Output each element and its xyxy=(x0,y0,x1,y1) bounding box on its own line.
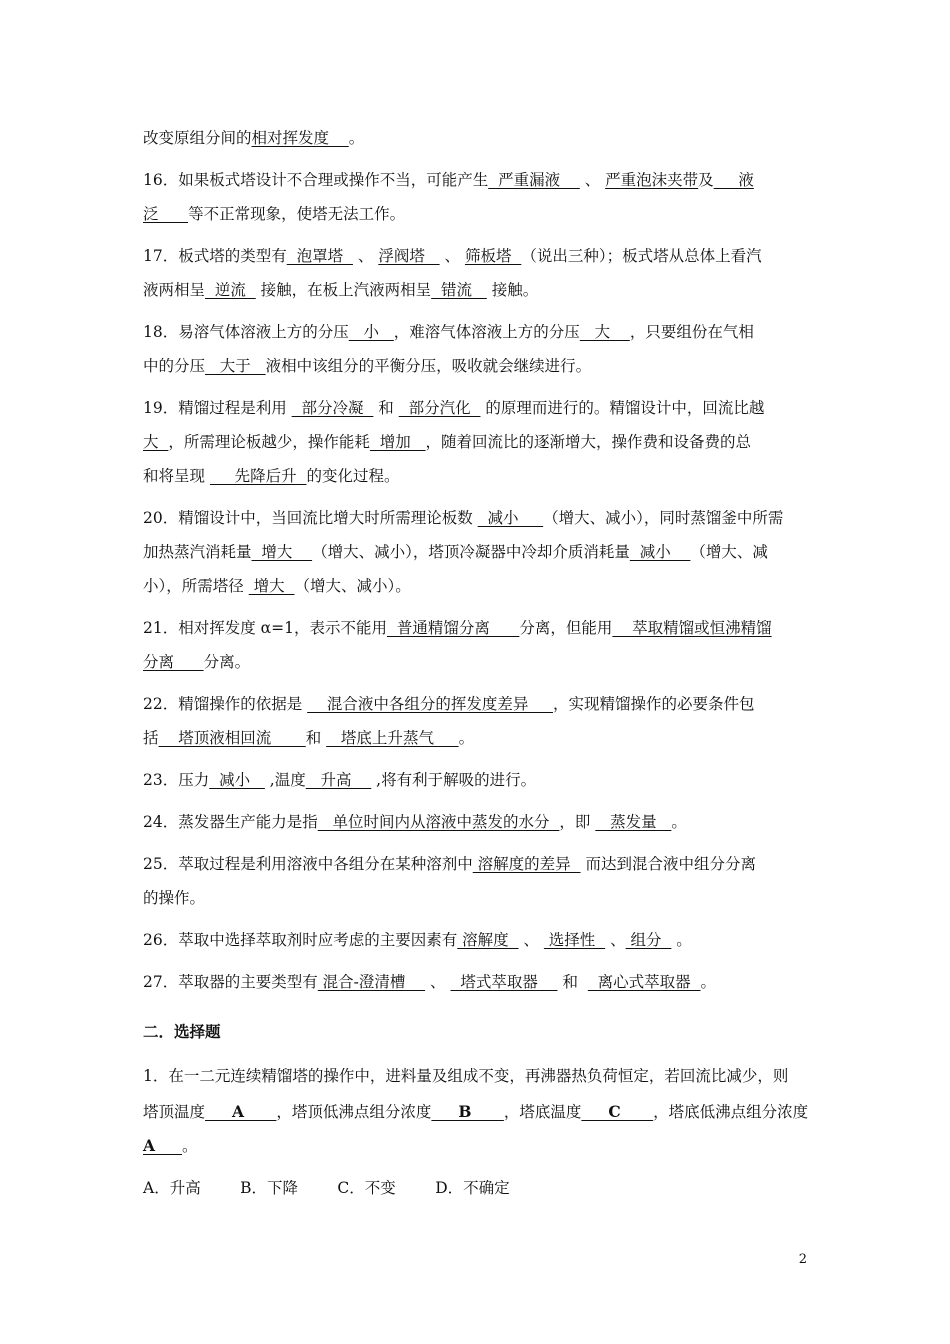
text-line xyxy=(143,322,813,342)
text-line xyxy=(143,466,813,486)
text-run: 。 xyxy=(700,973,717,991)
text-run: ，只要组份在气相 xyxy=(629,323,754,341)
text-line xyxy=(143,972,813,992)
answer-blank: 部分冷凝 xyxy=(291,399,374,417)
text-run: ，塔顶低沸点组分浓度 xyxy=(276,1103,432,1121)
text-line xyxy=(143,812,813,832)
text-run: 20．精馏设计中，当回流比增大时所需理论板数 xyxy=(143,509,478,527)
answer-blank: 严重漏液 xyxy=(488,171,580,189)
text-run: 和 xyxy=(373,399,399,417)
text-run: （增大、减小），同时蒸馏釜中所需 xyxy=(543,509,784,527)
answer-blank: 分离 xyxy=(143,653,204,671)
text-line xyxy=(143,1022,813,1042)
text-run: 。 xyxy=(182,1137,198,1155)
text-line xyxy=(143,854,813,874)
text-line xyxy=(143,576,813,596)
answer-blank: A xyxy=(143,1136,183,1155)
text-run: 小），所需塔径 xyxy=(143,577,249,595)
text-run: 25．萃取过程是利用溶液中各组分在某种溶剂中 xyxy=(143,855,473,873)
answer-blank: 增大 xyxy=(248,577,295,595)
text-run: 、 xyxy=(605,931,626,949)
answer-blank: 塔底上升蒸气 xyxy=(326,729,459,747)
answer-blank: 相对挥发度 xyxy=(251,129,349,147)
text-run: 、 xyxy=(579,171,606,189)
text-line xyxy=(143,1102,813,1122)
text-line xyxy=(143,356,813,376)
text-run: （说出三种）；板式塔从总体上看汽 xyxy=(521,247,762,265)
text-run: 中的分压 xyxy=(143,357,206,375)
text-line xyxy=(143,508,813,528)
text-run: 及 xyxy=(698,171,714,189)
text-run: 接触，在板上汽液两相呈 xyxy=(255,281,432,299)
text-run: 、 xyxy=(439,247,465,265)
text-run: 、 xyxy=(425,973,451,991)
answer-blank: 严重泡沫夹带 xyxy=(605,171,699,189)
text-run: ，塔底温度 xyxy=(503,1103,582,1121)
answer-blank: A xyxy=(205,1102,277,1121)
answer-blank: 泛 xyxy=(143,205,189,223)
answer-blank: 升高 xyxy=(305,771,372,789)
text-run: 、 xyxy=(352,247,379,265)
text-run: ,温度 xyxy=(264,771,306,789)
answer-blank: 蒸发量 xyxy=(595,813,672,831)
text-run: 18．易溶气体溶液上方的分压 xyxy=(143,323,349,341)
text-run: ，所需理论板越少，操作能耗 xyxy=(168,433,370,451)
text-run: 。 xyxy=(671,931,692,949)
text-line xyxy=(143,888,813,908)
text-line xyxy=(143,170,813,190)
text-run: 19．精馏过程是利用 xyxy=(143,399,292,417)
text-line xyxy=(143,246,813,266)
text-line xyxy=(143,728,813,748)
answer-blank: 增加 xyxy=(369,433,426,451)
text-line xyxy=(143,128,813,148)
text-run: 21．相对挥发度 α=1，表示不能用 xyxy=(143,619,387,637)
text-line xyxy=(143,770,813,790)
text-run: 和将呈现 xyxy=(143,467,210,485)
text-run: 16．如果板式塔设计不合理或操作不当，可能产生 xyxy=(143,171,489,189)
text-run: 22．精馏操作的依据是 xyxy=(143,695,308,713)
answer-blank: B xyxy=(431,1102,504,1121)
answer-blank: 萃取精馏或恒沸精馏 xyxy=(612,619,772,637)
text-line xyxy=(143,542,813,562)
text-line xyxy=(143,432,813,452)
answer-blank: 减小 xyxy=(629,543,691,561)
answer-blank: 筛板塔 xyxy=(464,247,522,265)
text-run: 加热蒸汽消耗量 xyxy=(143,543,252,561)
text-run: 等不正常现象，使塔无法工作。 xyxy=(188,205,406,223)
text-run: 。 xyxy=(458,729,475,747)
text-run: ，实现精馏操作的必要条件包 xyxy=(553,695,755,713)
answer-blank: C xyxy=(581,1102,654,1121)
page-number: 2 xyxy=(798,1252,807,1267)
answer-blank: 大 xyxy=(143,433,169,451)
text-run: ，随着回流比的逐渐增大，操作费和设备费的总 xyxy=(425,433,752,451)
answer-blank: 逆流 xyxy=(205,281,256,299)
answer-blank: 减小 xyxy=(477,509,544,527)
text-line xyxy=(143,204,813,224)
section-heading: 二．选择题 xyxy=(143,1022,221,1041)
text-line xyxy=(143,1066,813,1086)
answer-blank: 小 xyxy=(348,323,394,341)
answer-blank: 大 xyxy=(579,323,630,341)
text-line xyxy=(143,694,813,714)
text-run: 和 xyxy=(557,973,588,991)
text-run: （增大、减小）。 xyxy=(294,577,411,595)
answer-blank: 单位时间内从溶液中蒸发的水分 xyxy=(317,813,560,831)
text-run: （增大、减 xyxy=(690,543,768,561)
answer-blank: 混合液中各组分的挥发度差异 xyxy=(307,695,554,713)
text-line xyxy=(143,398,813,418)
text-run: 接触。 xyxy=(486,281,539,299)
text-run: 的原理而进行的。精馏设计中，回流比越 xyxy=(480,399,765,417)
text-run: 分离。 xyxy=(203,653,251,671)
text-run: ，即 xyxy=(559,813,596,831)
answer-blank: 液 xyxy=(713,171,754,189)
text-run: 的变化过程。 xyxy=(306,467,400,485)
answer-blank: 错流 xyxy=(431,281,487,299)
answer-blank: 离心式萃取器 xyxy=(587,973,701,991)
answer-blank: 减小 xyxy=(209,771,265,789)
answer-blank: 组分 xyxy=(625,931,672,949)
answer-blank: 浮阀塔 xyxy=(378,247,440,265)
answer-blank: 大于 xyxy=(205,357,266,375)
text-line xyxy=(143,280,813,300)
text-line xyxy=(143,618,813,638)
answer-blank: 部分汽化 xyxy=(398,399,481,417)
text-run: ，难溶气体溶液上方的分压 xyxy=(393,323,580,341)
text-run: 括 xyxy=(143,729,159,747)
text-run: 24．蒸发器生产能力是指 xyxy=(143,813,318,831)
answer-blank: 溶解度 xyxy=(457,931,519,949)
text-run: （增大、减小），塔顶冷凝器中冷却介质消耗量 xyxy=(312,543,630,561)
answer-blank: 塔式萃取器 xyxy=(450,973,558,991)
text-run: 的操作。 xyxy=(143,889,206,907)
text-run: 、 xyxy=(518,931,544,949)
text-line xyxy=(143,930,813,950)
text-run: 液相中该组分的平衡分压，吸收就会继续进行。 xyxy=(265,357,592,375)
answer-blank: 先降后升 xyxy=(209,467,307,485)
text-run: 17．板式塔的类型有 xyxy=(143,247,287,265)
answer-blank: 溶解度的差异 xyxy=(472,855,581,873)
text-run: 。 xyxy=(671,813,687,831)
text-run: ，塔底低沸点组分浓度 xyxy=(653,1103,809,1121)
text-line xyxy=(143,1178,813,1198)
text-run: A．升高 B．下降 C．不变 D．不确定 xyxy=(143,1179,510,1197)
text-run: 23．压力 xyxy=(143,771,210,789)
text-line xyxy=(143,1136,813,1156)
text-line xyxy=(143,652,813,672)
text-run: 26．萃取中选择萃取剂时应考虑的主要因素有 xyxy=(143,931,458,949)
text-run: 改变原组分间的 xyxy=(143,129,252,147)
text-run: ,将有利于解吸的进行。 xyxy=(371,771,537,789)
text-run: 1．在一二元连续精馏塔的操作中，进料量及组成不变，再沸器热负荷恒定，若回流比减少，则 xyxy=(143,1067,789,1085)
answer-blank: 混合-澄清槽 xyxy=(317,973,426,991)
answer-blank: 增大 xyxy=(251,543,313,561)
text-run: 塔顶温度 xyxy=(143,1103,206,1121)
text-run: 。 xyxy=(348,129,365,147)
text-run: 27．萃取器的主要类型有 xyxy=(143,973,318,991)
answer-blank: 塔顶液相回流 xyxy=(158,729,306,747)
text-run: 液两相呈 xyxy=(143,281,206,299)
text-run: 而达到混合液中组分分离 xyxy=(580,855,756,873)
answer-blank: 泡罩塔 xyxy=(286,247,353,265)
text-run: 分离，但能用 xyxy=(519,619,613,637)
answer-blank: 选择性 xyxy=(543,931,606,949)
text-run: 和 xyxy=(305,729,327,747)
answer-blank: 普通精馏分离 xyxy=(386,619,520,637)
